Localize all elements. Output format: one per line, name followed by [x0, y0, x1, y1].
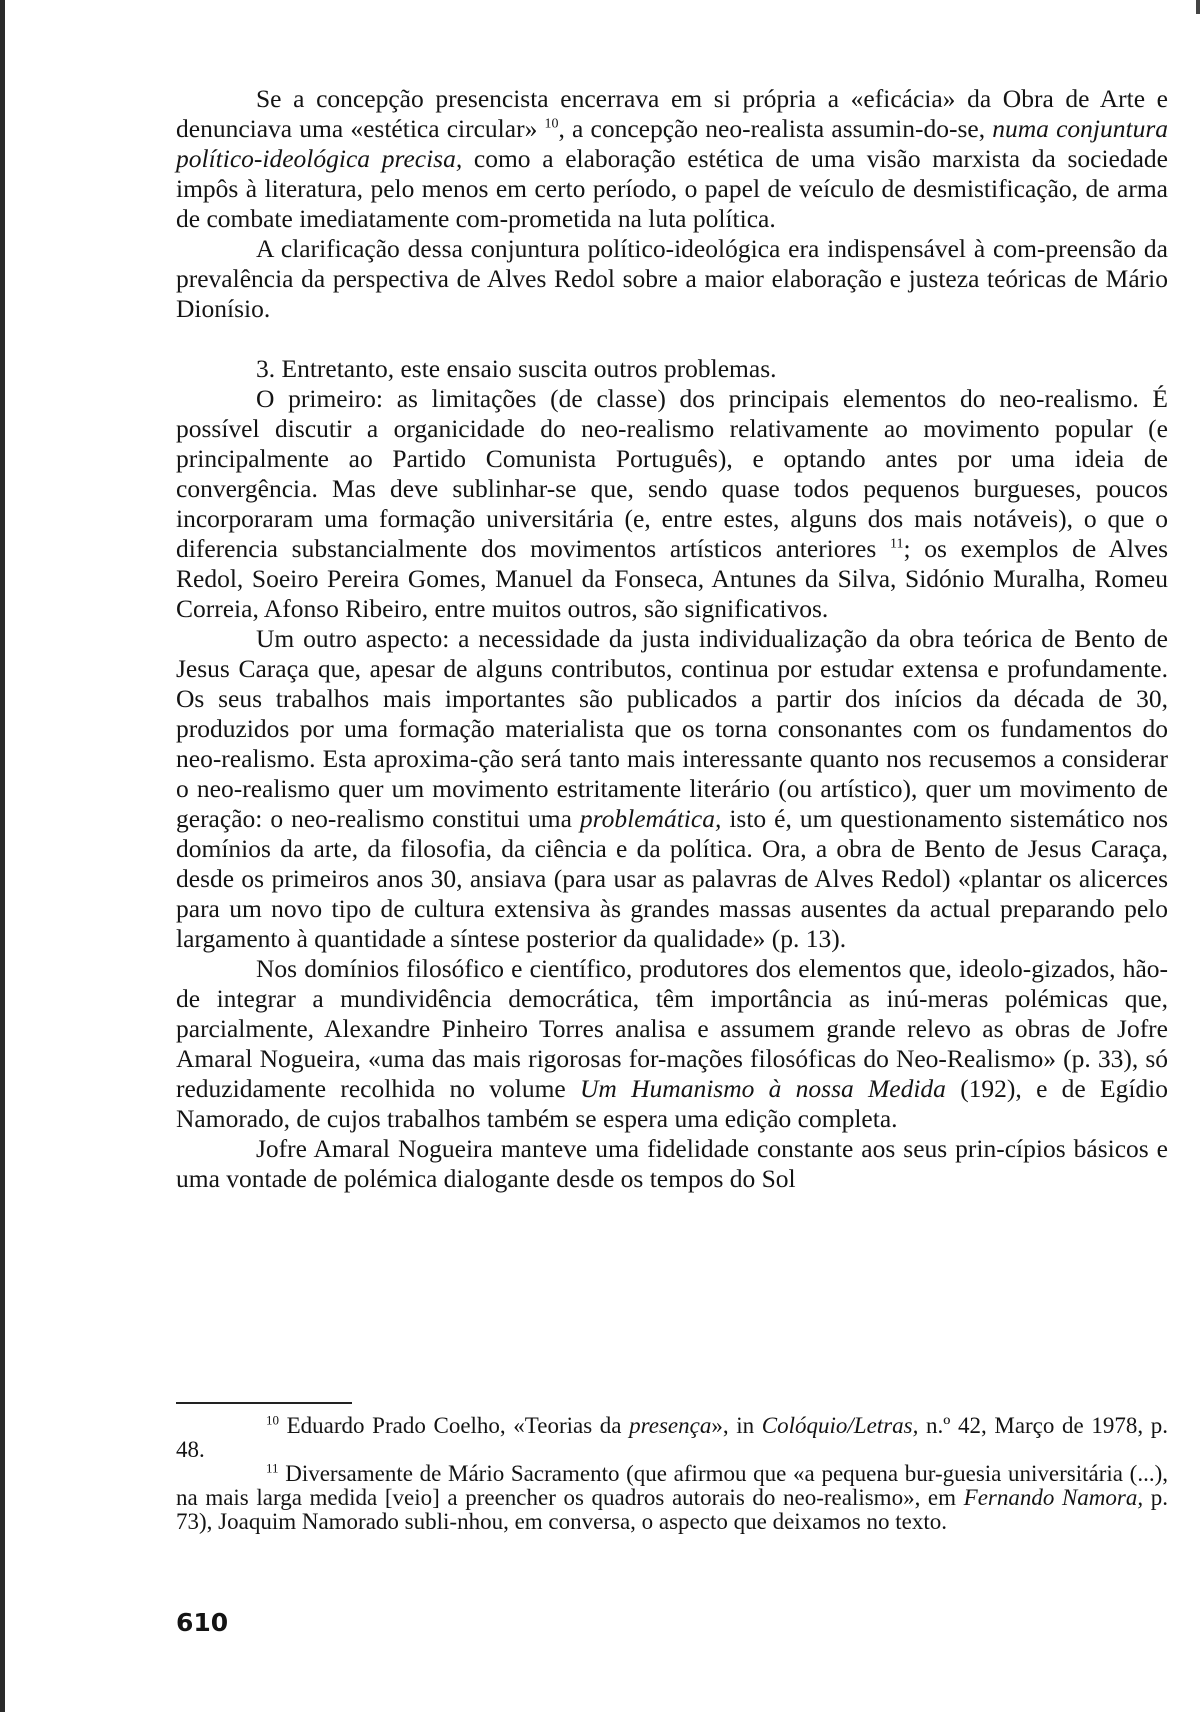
- page-number: 610: [176, 1608, 229, 1637]
- footnote-ref-10: 10: [544, 116, 559, 132]
- scan-right-edge: [1196, 0, 1200, 14]
- footnote-10: $^{10}$ Eduardo Prado Coelho, «Teorias da presença», in Colóquio/Letras, n.º 42, Março de 1978, p. 48.: [176, 1412, 1169, 1462]
- footnote-number: 10: [266, 1412, 279, 1428]
- section-3-heading-paragraph: 3. Entretanto, este ensaio suscita outros problemas.: [256, 354, 777, 383]
- paragraph-6: Nos domínios filosófico e científico, produtores dos elementos que, ideolo-gizados, hão-de integrar a mundividência democrática, têm importância as inú-meras polémicas que, parcialmente, Alexandre Pinheiro Torres analisa e assumem grande relevo as obras de Jofre Amaral Nogueira, «uma das mais rigorosas for-mações filosóficas do Neo-Realismo» (p. 33), só reduzidamente recolhida no volume Um Humanismo à nossa Medida (192), e de Egídio Namorado, de cujos trabalhos também se espera uma edição completa.: [176, 954, 1168, 1133]
- paragraph-5: Um outro aspecto: a necessidade da justa individualização da obra teórica de Bento de Jesus Caraça que, apesar de alguns contributos, continua por estudar extensa e profundamente. Os seus trabalhos mais importantes são publicados a partir dos inícios da década de 30, produzidos por uma formação materialista que os torna consonantes com os fundamentos do neo-realismo. Esta aproxima-ção será tanto mais interessante quanto nos recusemos a considerar o neo-realismo quer um movimento estritamente literário (ou artístico), quer um movimento de geração: o neo-realismo constitui uma problemática, isto é, um questionamento sistemático nos domínios da arte, da filosofia, da ciência e da política. Ora, a obra de Bento de Jesus Caraça, desde os primeiros anos 30, ansiava (para usar as palavras de Alves Redol) «plantar os alicerces para um novo tipo de cultura extensiva às grandes massas ausentes da actual preparando pelo largamento à quantidade a síntese posterior da qualidade» (p. 13).: [176, 624, 1168, 953]
- paragraph-7: Jofre Amaral Nogueira manteve uma fidelidade constante aos seus prin-cípios básicos e uma vontade de polémica dialogante desde os tempos do Sol: [176, 1134, 1168, 1193]
- footnote-number: 11: [266, 1460, 279, 1476]
- footnote-divider: [176, 1402, 352, 1404]
- footnotes: [176, 1414, 1168, 1534]
- scan-left-edge: [0, 0, 5, 1712]
- body-text: [176, 84, 1168, 1194]
- footnote-ref-11: 11: [889, 536, 904, 552]
- footnote-11: $^{11}$ Diversamente de Mário Sacramento (que afirmou que «a pequena bur-guesia universitária (...), na mais larga medida [veio] a preencher os quadros autorais do neo-realismo», em Fernando Namora, p. 73), Joaquim Namorado subli-nhou, em conversa, o aspecto que deixamos no texto.: [176, 1460, 1168, 1534]
- paragraph-4: O primeiro: as limitações (de classe) dos principais elementos do neo-realismo. É possível discutir a organicidade do neo-realismo relativamente ao movimento popular (e principalmente ao Partido Comunista Português), e optando antes por uma ideia de convergência. Mas deve sublinhar-se que, sendo quase todos pequenos burgueses, poucos incorporaram uma formação universitária (e, entre estes, alguns dos mais notáveis), o que o diferencia substancialmente dos movimentos artísticos anteriores $^{11}$; os exemplos de Alves Redol, Soeiro Pereira Gomes, Manuel da Fonseca, Antunes da Silva, Sidónio Muralha, Romeu Correia, Afonso Ribeiro, entre muitos outros, são significativos.: [176, 384, 1169, 623]
- paragraph-1: Se a concepção presencista encerrava em si própria a «eficácia» da Obra de Arte e denunciava uma «estética circular» $^{10}$, a concepção neo-realista assumin-do-se, numa conjuntura político-ideológica precisa, como a elaboração estética de uma visão marxista da sociedade impôs à literatura, pelo menos em certo período, o papel de veículo de desmistificação, de arma de combate imediatamente com-prometida na luta política.: [176, 84, 1168, 233]
- paragraph-2: A clarificação dessa conjuntura político-ideológica era indispensável à com-preensão da prevalência da perspectiva de Alves Redol sobre a maior elaboração e justeza teóricas de Mário Dionísio.: [176, 234, 1168, 323]
